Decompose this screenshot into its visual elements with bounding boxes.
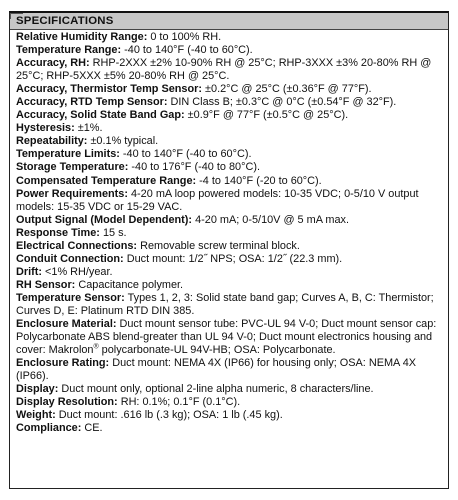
spec-value: 4-20 mA; 0-5/10V @ 5 mA max. <box>192 213 349 226</box>
spec-label: Display Resolution: <box>16 396 118 409</box>
spec-value: RHP-2XXX ±2% 10-90% RH @ 25°C; RHP-3XXX ±3% 20-80% RH @ 25°C; RHP-5XXX ±5% 20-80% RH @ 25°C. <box>16 57 432 83</box>
spec-value: DIN Class B; ±0.3°C @ 0°C (±0.54°F @ 32°F). <box>167 96 397 109</box>
spec-item <box>16 318 442 357</box>
spec-item <box>16 357 442 383</box>
spec-value: -40 to 140°F (-40 to 60°C). <box>119 148 252 161</box>
spec-item <box>16 188 442 214</box>
spec-item <box>16 96 442 109</box>
spec-value: Removable screw terminal block. <box>137 239 300 252</box>
spec-value: Types 1, 2, 3: Solid state band gap; Curves A, B, C: Thermistor; Curves D, E: Platinum RTD DIN 385. <box>16 291 434 317</box>
spec-value: Capacitance polymer. <box>75 278 184 291</box>
spec-label: Temperature Range: <box>16 44 122 57</box>
spec-value: RH: 0.1%; 0.1°F (0.1°C). <box>117 396 241 409</box>
spec-item <box>16 422 442 435</box>
spec-label: Compliance: <box>16 422 82 435</box>
spec-label: Power Requirements: <box>16 187 128 200</box>
spec-value: 4-20 mA loop powered models: 10-35 VDC; 0-5/10 V output models: 15-35 VDC or 15-29 VAC. <box>16 187 419 213</box>
spec-label: Output Signal (Model Dependent): <box>16 213 193 226</box>
spec-value: -4 to 140°F (-20 to 60°C). <box>196 174 322 187</box>
spec-label: Response Time: <box>16 226 100 239</box>
spec-value-continued: polycarbonate-UL 94V-HB; OSA: Polycarbonate. <box>98 344 336 357</box>
spec-label: Accuracy, RH: <box>16 57 90 70</box>
spec-value: Duct mount sensor tube: PVC-UL 94 V-0; Duct mount sensor cap: Polycarbonate ABS blend-greater than UL 94 V-0; Duct mount electronics housing and cover: Makrolon <box>16 318 437 357</box>
spec-item <box>16 214 442 227</box>
spec-label: Hysteresis: <box>16 122 75 135</box>
spec-value: <1% RH/year. <box>42 265 113 278</box>
spec-value: Duct mount: .616 lb (.3 kg); OSA: 1 lb (.45 kg). <box>55 409 283 422</box>
registered-mark: ® <box>93 343 99 351</box>
spec-item <box>16 161 442 174</box>
spec-label: Accuracy, Solid State Band Gap: <box>16 109 185 122</box>
spec-value: Duct mount: NEMA 4X (IP66) for housing only; OSA: NEMA 4X (IP66). <box>16 357 417 383</box>
spec-item <box>16 279 442 292</box>
spec-label: Compensated Temperature Range: <box>16 174 197 187</box>
corner-mark <box>10 13 23 19</box>
spec-value: ±0.9°F @ 77°F (±0.5°C @ 25°C). <box>184 109 349 122</box>
specifications-list <box>10 30 448 435</box>
spec-item <box>16 227 442 240</box>
spec-item <box>16 266 442 279</box>
spec-item <box>16 148 442 161</box>
spec-label: Temperature Limits: <box>16 148 120 161</box>
spec-label: RH Sensor: <box>16 278 76 291</box>
specifications-header: SPECIFICATIONS <box>10 13 448 30</box>
spec-value: ±0.2°C @ 25°C (±0.36°F @ 77°F). <box>202 83 372 96</box>
spec-label: Relative Humidity Range: <box>16 31 148 43</box>
spec-value: Duct mount: 1/2˝ NPS; OSA: 1/2˝ (22.3 mm). <box>123 252 343 265</box>
spec-label: Weight: <box>16 409 56 422</box>
spec-item <box>16 175 442 188</box>
spec-item <box>16 253 442 266</box>
spec-label: Accuracy, Thermistor Temp Sensor: <box>16 83 203 96</box>
spec-label: Display: <box>16 383 59 396</box>
spec-value: ±1%. <box>74 122 103 135</box>
spec-value: 15 s. <box>99 226 127 239</box>
spec-item <box>16 109 442 122</box>
spec-label: Enclosure Material: <box>16 318 117 331</box>
spec-label: Conduit Connection: <box>16 252 124 265</box>
spec-label: Drift: <box>16 265 43 278</box>
spec-item <box>16 292 442 318</box>
spec-value: CE. <box>81 422 103 435</box>
spec-label: Accuracy, RTD Temp Sensor: <box>16 96 168 109</box>
spec-item <box>16 122 442 135</box>
spec-item <box>16 135 442 148</box>
spec-value: -40 to 176°F (-40 to 80°C). <box>128 161 260 174</box>
spec-item <box>16 83 442 96</box>
spec-label: Storage Temperature: <box>16 161 129 174</box>
spec-label: Temperature Sensor: <box>16 291 125 304</box>
spec-item <box>16 240 442 253</box>
spec-item <box>16 396 442 409</box>
specifications-table <box>9 11 449 489</box>
spec-item <box>16 409 442 422</box>
spec-value: Duct mount only, optional 2-line alpha numeric, 8 characters/line. <box>58 383 374 396</box>
spec-label: Electrical Connections: <box>16 239 138 252</box>
spec-item <box>16 44 442 57</box>
spec-item <box>16 383 442 396</box>
spec-value: -40 to 140°F (-40 to 60°C). <box>121 44 253 57</box>
spec-item <box>16 31 442 44</box>
spec-item <box>16 57 442 83</box>
spec-value: 0 to 100% RH. <box>147 31 222 43</box>
spec-value: ±0.1% typical. <box>87 135 159 148</box>
spec-label: Repeatability: <box>16 135 88 148</box>
spec-label: Enclosure Rating: <box>16 357 110 370</box>
